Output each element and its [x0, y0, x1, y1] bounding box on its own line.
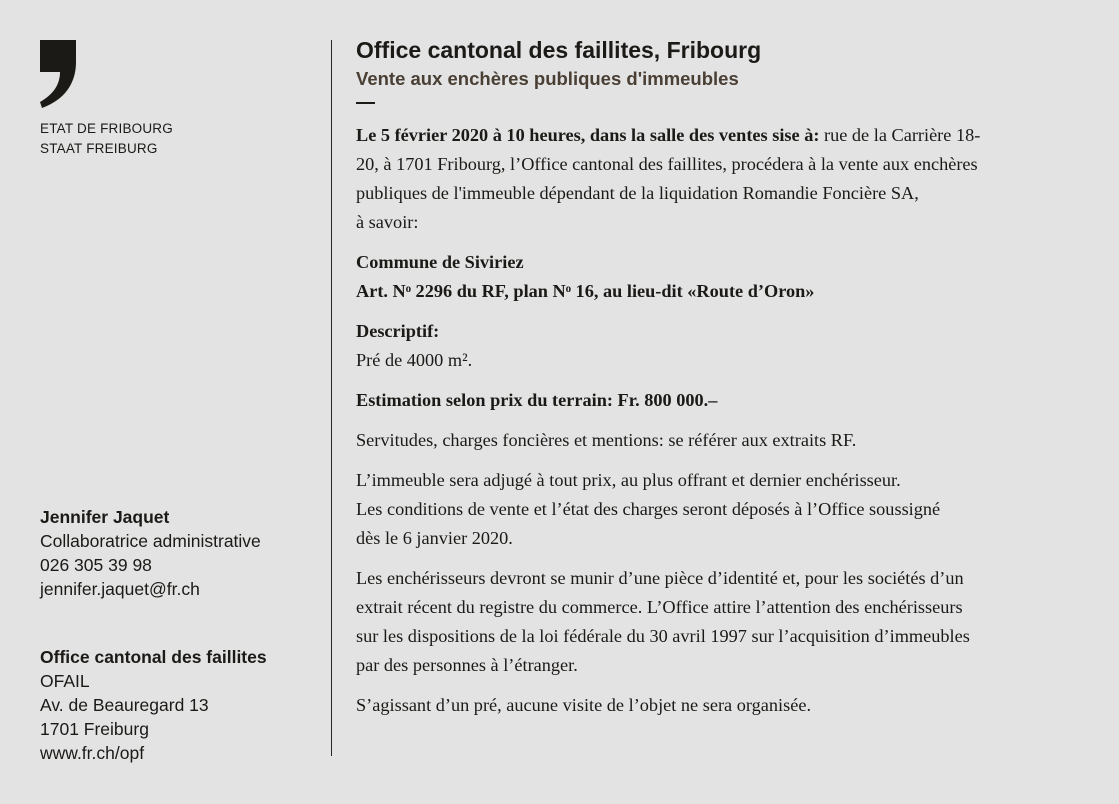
state-name-fr: ETAT DE FRIBOURG [40, 121, 173, 136]
office-street: Av. de Beauregard 13 [40, 695, 209, 715]
office-name: Office cantonal des faillites [40, 647, 267, 667]
bidders-line-3: sur les dispositions de la loi fédérale du 30 avril 1997 sur l’acquisition d’immeubles [356, 626, 970, 646]
intro-bold-text: Le 5 février 2020 à 10 heures, dans la salle des ventes sise à: [356, 125, 820, 145]
visit-text: S’agissant d’un pré, aucune visite de l’objet ne sera organisée. [356, 695, 812, 715]
bidders-line-1: Les enchérisseurs devront se munir d’une pièce d’identité et, pour les sociétés d’un [356, 568, 964, 588]
servitudes-paragraph [356, 426, 1096, 455]
notice-title: Office cantonal des faillites, Fribourg [356, 37, 762, 63]
adjudication-line-2: Les conditions de vente et l’état des charges seront déposés à l’Office soussigné [356, 499, 941, 519]
adjudication-line-1: L’immeuble sera adjugé à tout prix, au plus offrant et dernier enchérisseur. [356, 470, 901, 490]
intro-paragraph [356, 121, 1096, 237]
descriptif-text: Pré de 4000 m². [356, 350, 473, 370]
intro-line-4: à savoir: [356, 212, 419, 232]
office-website[interactable]: www.fr.ch/opf [40, 743, 145, 763]
descriptif-paragraph [356, 317, 1096, 375]
article-reference: Art. Nᵒ 2296 du RF, plan Nᵒ 16, au lieu-dit «Route d’Oron» [356, 281, 815, 301]
estimation-text: Estimation selon prix du terrain: Fr. 800 000.– [356, 390, 718, 410]
notice-body [356, 34, 1096, 731]
office-abbr: OFAIL [40, 671, 90, 691]
bidders-line-4: par des personnes à l’étranger. [356, 655, 578, 675]
estimation-paragraph [356, 386, 1096, 415]
title-dash [356, 102, 375, 104]
bidders-line-2: extrait récent du registre du commerce. L’Office attire l’attention des enchérisseurs [356, 597, 963, 617]
contact-role: Collaboratrice administrative [40, 531, 261, 551]
office-city: 1701 Freiburg [40, 719, 149, 739]
intro-line-1: rue de la Carrière 18- [819, 125, 981, 145]
column-divider [331, 40, 332, 756]
state-names [40, 119, 173, 159]
servitudes-text: Servitudes, charges foncières et mentions: se référer aux extraits RF. [356, 430, 857, 450]
notice-subtitle: Vente aux enchères publiques d'immeubles [356, 68, 739, 89]
contact-email[interactable]: jennifer.jaquet@fr.ch [40, 579, 200, 599]
intro-line-2: 20, à 1701 Fribourg, l’Office cantonal des faillites, procédera à la vente aux enchères [356, 154, 978, 174]
commune-name: Commune de Siviriez [356, 252, 524, 272]
bidders-paragraph [356, 564, 1096, 680]
contact-name: Jennifer Jaquet [40, 507, 170, 527]
descriptif-label: Descriptif: [356, 321, 440, 341]
contact-block [40, 505, 261, 601]
contact-phone: 026 305 39 98 [40, 555, 152, 575]
property-paragraph [356, 248, 1096, 306]
intro-line-3: publiques de l'immeuble dépendant de la liquidation Romandie Foncière SA, [356, 183, 919, 203]
fribourg-comma-logo-icon [38, 40, 78, 108]
state-name-de: STAAT FREIBURG [40, 141, 158, 156]
adjudication-paragraph [356, 466, 1096, 553]
office-address-block [40, 645, 267, 765]
adjudication-line-3: dès le 6 janvier 2020. [356, 528, 513, 548]
visit-paragraph [356, 691, 1096, 720]
